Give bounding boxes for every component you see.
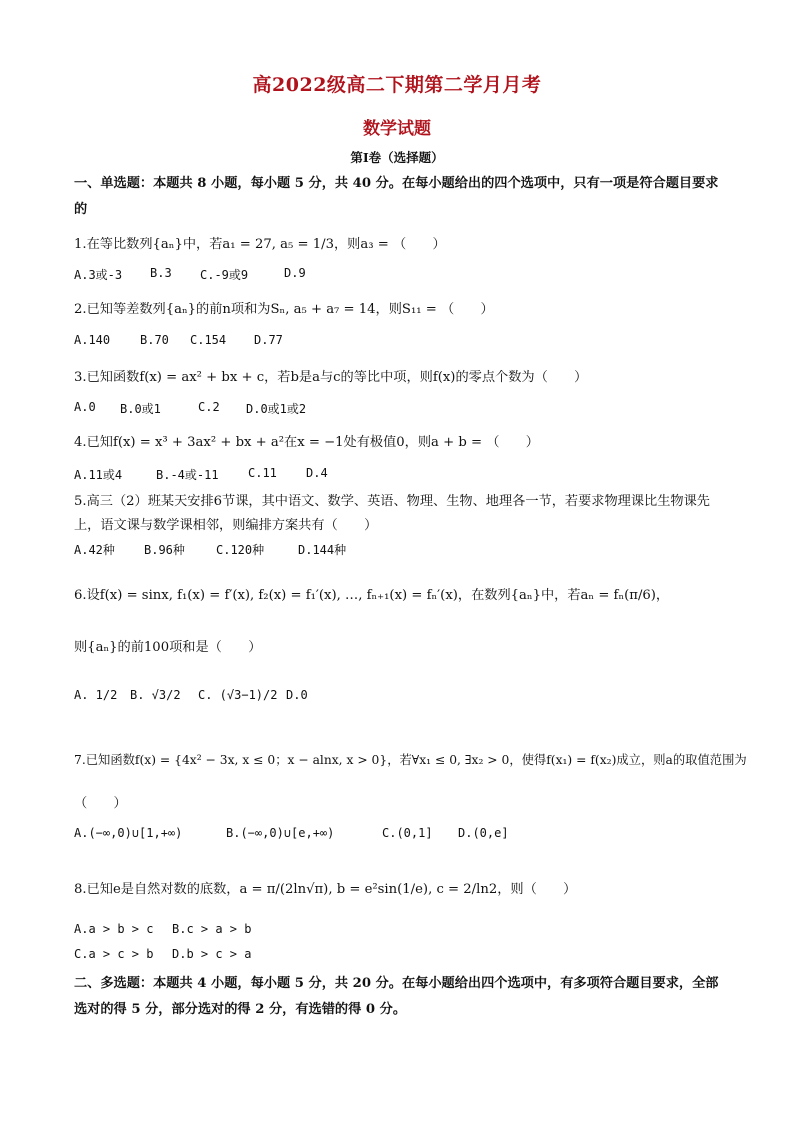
question-7-cont: （ ）	[74, 796, 127, 811]
question-2: 2.已知等差数列{aₙ}的前n项和为Sₙ, a₅ + a₇ = 14，则S₁₁ = （ ）	[74, 302, 494, 317]
q6-option-b: B. √3/2	[130, 688, 181, 702]
q2-option-c: C.154	[190, 333, 227, 347]
q7-option-a: A.(−∞,0)∪[1,+∞)	[74, 826, 183, 840]
question-7: 7.已知函数f(x) = {4x² − 3x, x ≤ 0；x − alnx, x > 0}，若∀x₁ ≤ 0, ∃x₂ > 0，使得f(x₁) = f(x₂)成立，则a的取值范围为	[74, 753, 747, 767]
section1-instructions-cont: 的	[74, 202, 88, 217]
q4-option-b: B.-4或-11	[156, 468, 219, 482]
q7-option-d: D.(0,e]	[458, 826, 509, 840]
q2-option-b: B.70	[140, 333, 169, 347]
question-5: 5.高三（2）班某天安排6节课，其中语文、数学、英语、物理、生物、地理各一节，若要求物理课比生物课先	[74, 494, 710, 509]
q1-option-b: B.3	[150, 266, 172, 280]
q1-option-a: A.3或-3	[74, 268, 123, 282]
q4-option-d: D.4	[306, 466, 328, 480]
section1-instructions: 一、单选题：本题共 8 小题，每小题 5 分，共 40 分。在每小题给出的四个选项中，只有一项是符合题目要求	[74, 176, 719, 191]
question-6: 6.设f(x) = sinx, f₁(x) = f′(x), f₂(x) = f₁′(x), …, fₙ₊₁(x) = fₙ′(x)，在数列{aₙ}中，若aₙ = fₙ(π/6)，	[74, 588, 670, 603]
question-5-cont: 上，语文课与数学课相邻，则编排方案共有（ ）	[74, 518, 378, 533]
q6-option-c: C. (√3−1)/2	[198, 688, 278, 702]
q5-option-d: D.144种	[298, 543, 347, 557]
q1-option-c: C.-9或9	[200, 268, 249, 282]
question-8: 8.已知e是自然对数的底数，a = π/(2ln√π), b = e²sin(1/e), c = 2/ln2，则（ ）	[74, 882, 577, 897]
section2-instructions: 二、多选题：本题共 4 小题，每小题 5 分，共 20 分。在每小题给出四个选项中，有多项符合题目要求，全部	[74, 976, 719, 991]
q5-option-b: B.96种	[144, 543, 185, 557]
q8-option-c: C.a > c > b	[74, 947, 154, 961]
q7-option-c: C.(0,1]	[382, 826, 433, 840]
q4-option-c: C.11	[248, 466, 277, 480]
q3-option-b: B.0或1	[120, 402, 161, 416]
q3-option-d: D.0或1或2	[246, 402, 307, 416]
section2-instructions-cont: 选对的得 5 分，部分选对的得 2 分，有选错的得 0 分。	[74, 1002, 407, 1017]
q6-option-a: A. 1/2	[74, 688, 118, 702]
q3-option-c: C.2	[198, 400, 220, 414]
q8-option-a: A.a > b > c	[74, 922, 154, 936]
part-title: 第I卷（选择题）	[350, 150, 444, 165]
q7-option-b: B.(−∞,0)∪[e,+∞)	[226, 826, 335, 840]
q5-option-c: C.120种	[216, 543, 265, 557]
subject-title: 数学试题	[363, 119, 431, 139]
q4-option-a: A.11或4	[74, 468, 123, 482]
question-6-cont: 则{aₙ}的前100项和是（ ）	[74, 640, 262, 655]
question-4: 4.已知f(x) = x³ + 3ax² + bx + a²在x = −1处有极值0，则a + b = （ ）	[74, 435, 539, 450]
q5-option-a: A.42种	[74, 543, 115, 557]
q2-option-a: A.140	[74, 333, 111, 347]
exam-title: 高2022级高二下期第二学月月考	[252, 74, 542, 96]
q8-option-d: D.b > c > a	[172, 947, 252, 961]
question-3: 3.已知函数f(x) = ax² + bx + c，若b是a与c的等比中项，则f(x)的零点个数为（ ）	[74, 370, 588, 385]
q2-option-d: D.77	[254, 333, 283, 347]
q8-option-b: B.c > a > b	[172, 922, 252, 936]
question-1: 1.在等比数列{aₙ}中，若a₁ = 27, a₅ = 1/3，则a₃ = （ ）	[74, 237, 446, 252]
q3-option-a: A.0	[74, 400, 96, 414]
q1-option-d: D.9	[284, 266, 306, 280]
q6-option-d: D.0	[286, 688, 308, 702]
